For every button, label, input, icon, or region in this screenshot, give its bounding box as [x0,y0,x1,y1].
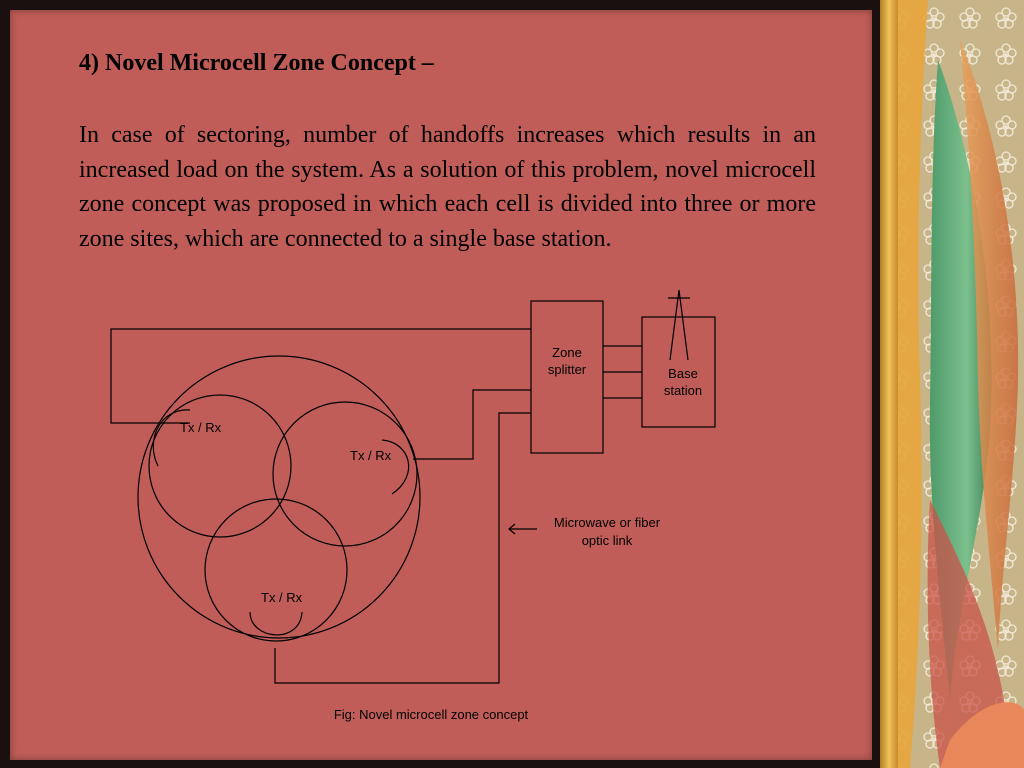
decorative-side-panel [880,0,1024,768]
txrx-label-left: Tx / Rx [180,420,222,435]
txrx-label-right: Tx / Rx [350,448,392,463]
txrx-label-bottom: Tx / Rx [261,590,303,605]
txrx-antenna-arc-left [153,410,190,466]
zone-splitter-label-line1: Zone [552,345,582,360]
zone-circle-right [273,402,417,546]
txrx-antenna-arc-bottom [250,612,302,635]
zone-splitter-label-line2: splitter [547,362,587,377]
link-line-left-zone [111,329,531,423]
link-label-line2: optic link [581,533,633,548]
slide-heading: 4) Novel Microcell Zone Concept – [79,50,434,76]
base-station-label-line1: Base [668,366,698,381]
link-label-line1: Microwave or fiber [553,515,661,530]
slide-body-text: In case of sectoring, number of handoffs increases which results in an increased load on the system. As a solution of this problem, novel microcell zone concept was proposed in which each cell is divided into three or more zone sites, which are connected to a single base station. [79,122,816,252]
zone-splitter-box [531,301,603,453]
link-line-right-zone [413,390,531,459]
gold-divider-band [880,0,898,768]
base-station-antenna [668,290,690,360]
zone-circle-left [149,395,291,537]
link-line-bottom-zone [275,413,531,683]
figure-caption: Fig: Novel microcell zone concept [333,707,529,722]
zone-circle-bottom [205,499,347,641]
base-station-label-line2: station [663,383,703,398]
